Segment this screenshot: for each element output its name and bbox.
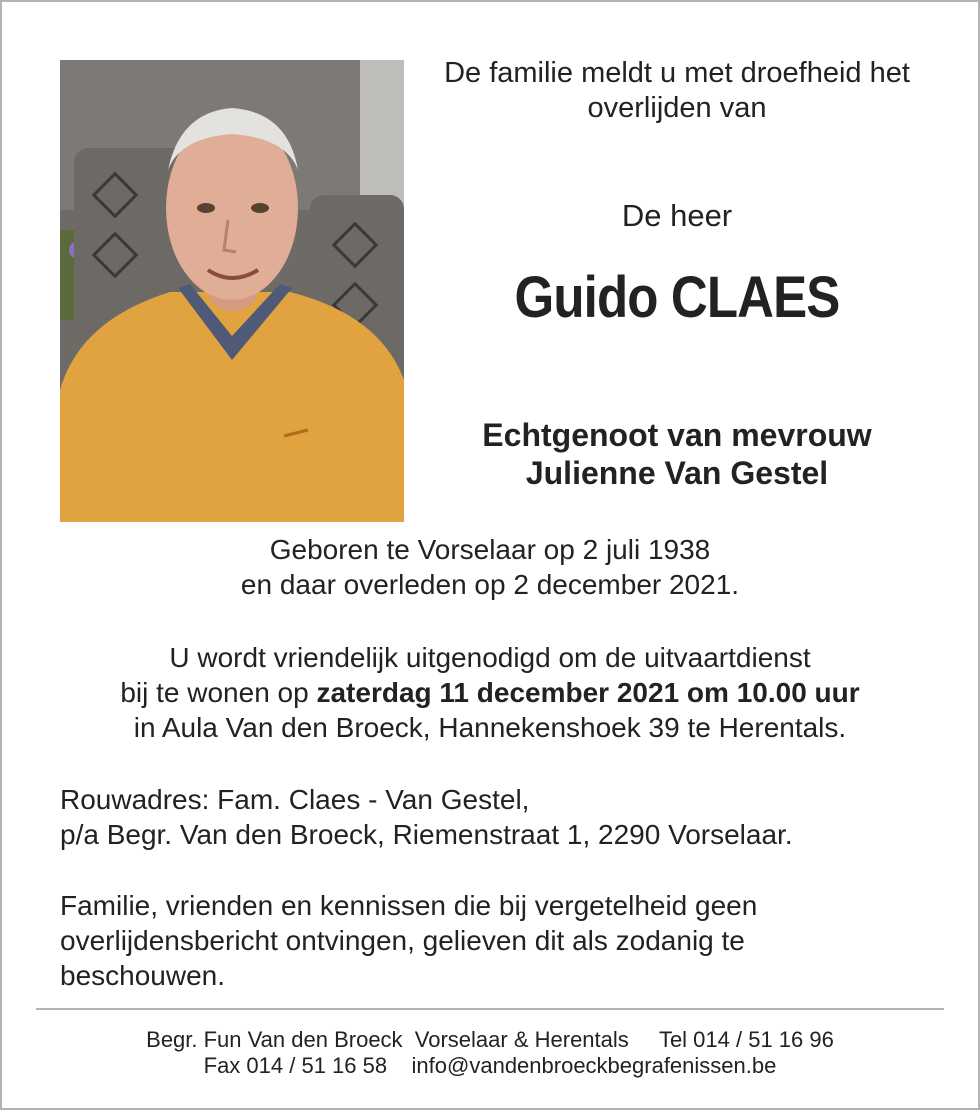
spouse-line-1: Echtgenoot van mevrouw: [482, 417, 872, 453]
deceased-name: Guido CLAES: [514, 265, 840, 330]
invite-line-2-prefix: bij te wonen op: [120, 677, 317, 708]
intro-line-1: De familie meldt u met droefheid het: [444, 57, 910, 89]
intro-line-2: overlijden van: [587, 92, 767, 124]
invite-line-1: U wordt vriendelijk uitgenodigd om de uitvaartdienst: [169, 642, 811, 673]
footer-line-2: Fax 014 / 51 16 58 info@vandenbroeckbegrafenissen.be: [203, 1053, 777, 1078]
spouse-line-2: Julienne Van Gestel: [525, 455, 829, 491]
address-line-1: Rouwadres: Fam. Claes - Van Gestel,: [60, 784, 530, 815]
invite-line-2: [0, 675, 980, 710]
footer-line-1: Begr. Fun Van den Broeck Vorselaar & Herentals Tel 014 / 51 16 96: [146, 1027, 834, 1052]
born-line-1: Geboren te Vorselaar op 2 juli 1938: [269, 534, 711, 565]
address-line-2: p/a Begr. Van den Broeck, Riemenstraat 1, 2290 Vorselaar.: [60, 819, 793, 850]
born-line-2: en daar overleden op 2 december 2021.: [240, 569, 740, 600]
closing-line-3: beschouwen.: [60, 960, 226, 991]
intro-text: [412, 56, 942, 126]
title-prefix: De heer: [621, 198, 733, 233]
invite-line-3: in Aula Van den Broeck, Hannekenshoek 39 te Herentals.: [133, 712, 847, 743]
footer-divider: [36, 1008, 944, 1010]
closing-line-2: overlijdensbericht ontvingen, gelieven dit als zodanig te: [60, 925, 745, 956]
closing-line-1: Familie, vrienden en kennissen die bij vergetelheid geen: [60, 890, 758, 921]
service-date-time: zaterdag 11 december 2021 om 10.00 uur: [316, 677, 860, 708]
spouse-text: [412, 416, 942, 492]
portrait-photo: [60, 60, 404, 522]
